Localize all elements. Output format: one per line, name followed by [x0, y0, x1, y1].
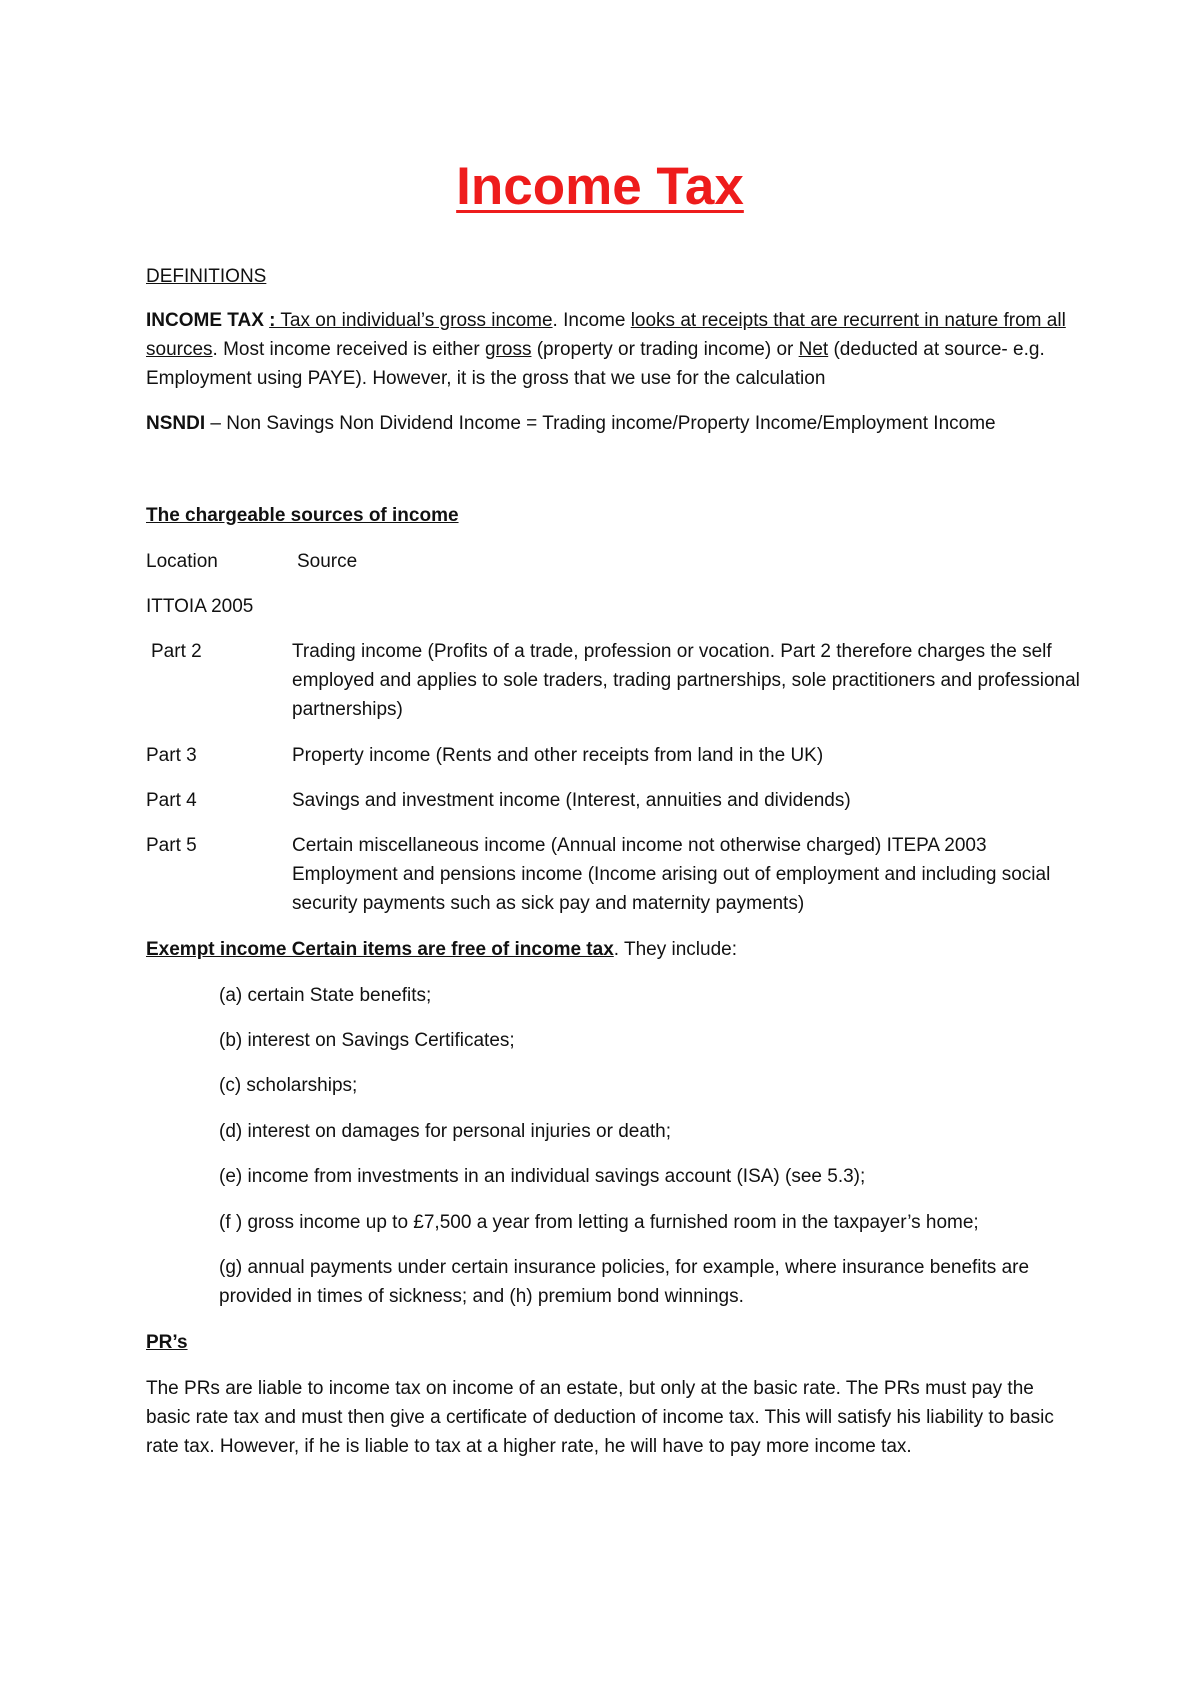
- exempt-item-b: (b) interest on Savings Certificates;: [219, 1030, 515, 1051]
- part-3-label: Part 3: [146, 745, 197, 766]
- income-tax-def-part6: (deducted at source- e.g. Employment using PAYE). However, it is the gross that we use for the calculation: [146, 339, 1045, 389]
- part-3-text: Property income (Rents and other receipts from land in the UK): [292, 745, 824, 766]
- part-2-text: Trading income (Profits of a trade, profession or vocation. Part 2 therefore charges the self employed and applies to sole traders, trading partnerships, sole practitioners and professional partnerships): [292, 641, 1080, 720]
- exempt-item-f: (f ) gross income up to £7,500 a year from letting a furnished room in the taxpayer’s home;: [219, 1212, 979, 1233]
- part-4-text: Savings and investment income (Interest, annuities and dividends): [292, 790, 851, 811]
- prs-paragraph: The PRs are liable to income tax on income of an estate, but only at the basic rate. The PRs must pay the basic rate tax and must then give a certificate of deduction of income tax. This will satisfy his liability to basic rate tax. However, if he is liable to tax at a higher rate, he will have to pay more income tax.: [146, 1378, 1054, 1457]
- ittoia-label: ITTOIA 2005: [146, 596, 254, 617]
- exempt-item-e: (e) income from investments in an individual savings account (ISA) (see 5.3);: [219, 1166, 866, 1187]
- exempt-item-a: (a) certain State benefits;: [219, 985, 432, 1006]
- chargeable-sources-heading: The chargeable sources of income: [146, 505, 459, 526]
- exempt-income-heading: Exempt income Certain items are free of income tax: [146, 939, 614, 960]
- definitions-heading: DEFINITIONS: [146, 266, 267, 287]
- income-tax-term: INCOME TAX: [146, 310, 270, 331]
- income-tax-def-part2: . Income: [552, 310, 631, 331]
- income-tax-def-part1: Tax on individual’s gross income: [275, 310, 553, 331]
- income-tax-definition: [146, 306, 1076, 393]
- exempt-income-paragraph: [146, 935, 1076, 964]
- exempt-income-tail: . They include:: [613, 939, 738, 960]
- part-2-label: Part 2: [151, 641, 202, 662]
- prs-heading: PR’s: [146, 1332, 188, 1353]
- source-column-header: Source: [297, 551, 358, 572]
- nsndi-text: – Non Savings Non Dividend Income = Trading income/Property Income/Employment Income: [205, 413, 996, 434]
- part-5-text: Certain miscellaneous income (Annual income not otherwise charged) ITEPA 2003 Employment and pensions income (Income arising out of employment and including social security payments such as sick pay and maternity payments): [292, 835, 1051, 914]
- nsndi-term: NSNDI: [146, 413, 206, 434]
- exempt-item-c: (c) scholarships;: [219, 1075, 358, 1096]
- exempt-item-d: (d) interest on damages for personal injuries or death;: [219, 1121, 672, 1142]
- page-title: Income Tax: [456, 157, 744, 216]
- income-tax-colon: :: [269, 310, 276, 331]
- gross-term: gross: [484, 339, 532, 360]
- income-tax-def-part3: looks at receipts that are recurrent in nature from all sources: [146, 310, 1066, 360]
- exempt-item-g: (g) annual payments under certain insurance policies, for example, where insurance benefits are provided in times of sickness; and (h) premium bond winnings.: [219, 1257, 1030, 1307]
- part-4-label: Part 4: [146, 790, 197, 811]
- net-term: Net: [798, 339, 829, 360]
- location-column-header: Location: [146, 551, 218, 572]
- income-tax-def-part4: . Most income received is either: [212, 339, 485, 360]
- nsndi-definition: [146, 409, 1076, 438]
- income-tax-def-part5: (property or trading income) or: [531, 339, 799, 360]
- part-5-label: Part 5: [146, 835, 197, 856]
